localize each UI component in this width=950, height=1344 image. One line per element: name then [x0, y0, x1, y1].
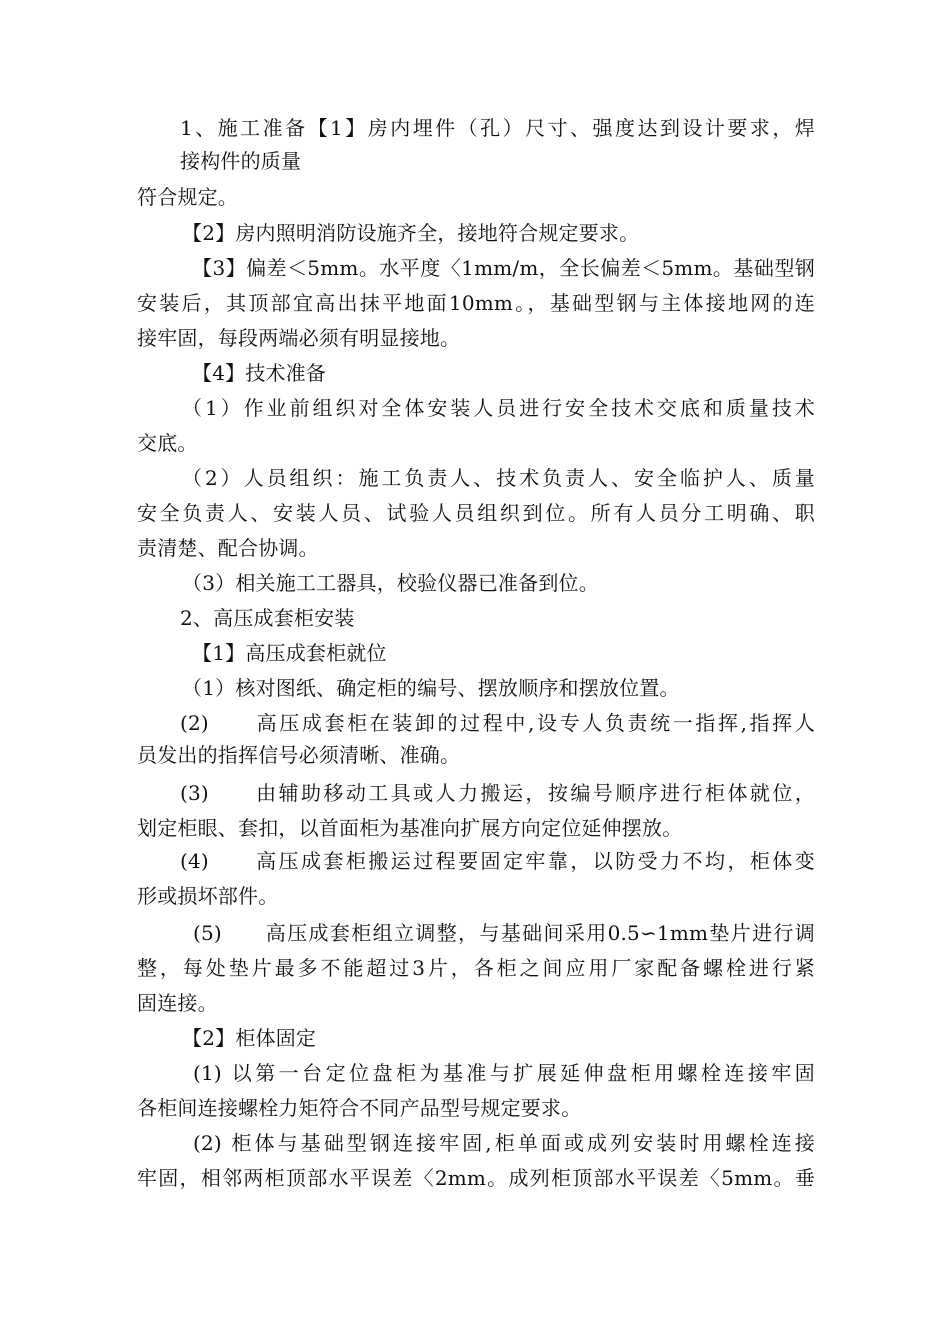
text-line: 安装后，其顶部宜高出抹平地面10mm。，基础型钢与主体接地网的连: [137, 291, 815, 315]
text-line: （3）相关施工工器具，校验仪器已准备到位。: [182, 571, 599, 595]
text-line: （2）人员组织：施工负责人、技术负责人、安全临护人、质量: [182, 466, 815, 490]
text-line: 【2】柜体固定: [182, 1026, 317, 1050]
text-line: 符合规定。: [137, 185, 238, 209]
text-line: 1、施工准备【1】房内埋件（孔）尺寸、强度达到设计要求，焊: [180, 116, 815, 140]
text-line: 责清楚、配合协调。: [137, 536, 319, 560]
text-line: 固连接。: [137, 991, 218, 1015]
text-line: 员发出的指挥信号必须清晰、准确。: [137, 743, 461, 767]
text-line: 牢固，相邻两柜顶部水平误差〈2mm。成列柜顶部水平误差〈5mm。垂: [137, 1166, 815, 1190]
text-line: （1）作业前组织对全体安装人员进行安全技术交底和质量技术: [182, 396, 815, 420]
text-line: (4) 高压成套柜搬运过程要固定牢靠，以防受力不均，柜体变: [180, 849, 815, 873]
text-line: 划定柜眼、套扣，以首面柜为基准向扩展方向定位延伸摆放。: [137, 816, 683, 840]
text-line: 接牢固，每段两端必须有明显接地。: [137, 326, 461, 350]
text-line: 【2】房内照明消防设施齐全，接地符合规定要求。: [182, 221, 640, 245]
text-line: 各柜间连接螺栓力矩符合不同产品型号规定要求。: [137, 1096, 582, 1120]
text-line: 【4】技术准备: [192, 361, 327, 385]
text-line: (1) 以第一台定位盘柜为基准与扩展延伸盘柜用螺栓连接牢固: [193, 1061, 815, 1085]
text-line: (2) 柜体与基础型钢连接牢固,柜单面或成列安装时用螺栓连接: [193, 1131, 815, 1155]
text-line: （1）核对图纸、确定柜的编号、摆放顺序和摆放位置。: [182, 676, 680, 700]
text-line: 形或损坏部件。: [137, 884, 279, 908]
text-line: 【3】偏差＜5mm。水平度〈1mm/m，全长偏差＜5mm。基础型钢: [192, 256, 815, 280]
text-line: 整，每处垫片最多不能超过3片，各柜之间应用厂家配备螺栓进行紧: [137, 956, 815, 980]
text-line: (2) 高压成套柜在装卸的过程中,设专人负责统一指挥,指挥人: [180, 711, 815, 735]
text-line: 【1】高压成套柜就位: [192, 641, 387, 665]
text-line: 安全负责人、安装人员、试验人员组织到位。所有人员分工明确、职: [137, 501, 815, 525]
text-line: 接构件的质量: [180, 149, 302, 173]
text-line: (5) 高压成套柜组立调整，与基础间采用0.5∽1mm垫片进行调: [193, 921, 815, 945]
text-line: 交底。: [137, 431, 198, 455]
text-line: 2、高压成套柜安装: [180, 606, 355, 630]
text-line: (3) 由辅助移动工具或人力搬运，按编号顺序进行柜体就位，: [180, 781, 815, 805]
